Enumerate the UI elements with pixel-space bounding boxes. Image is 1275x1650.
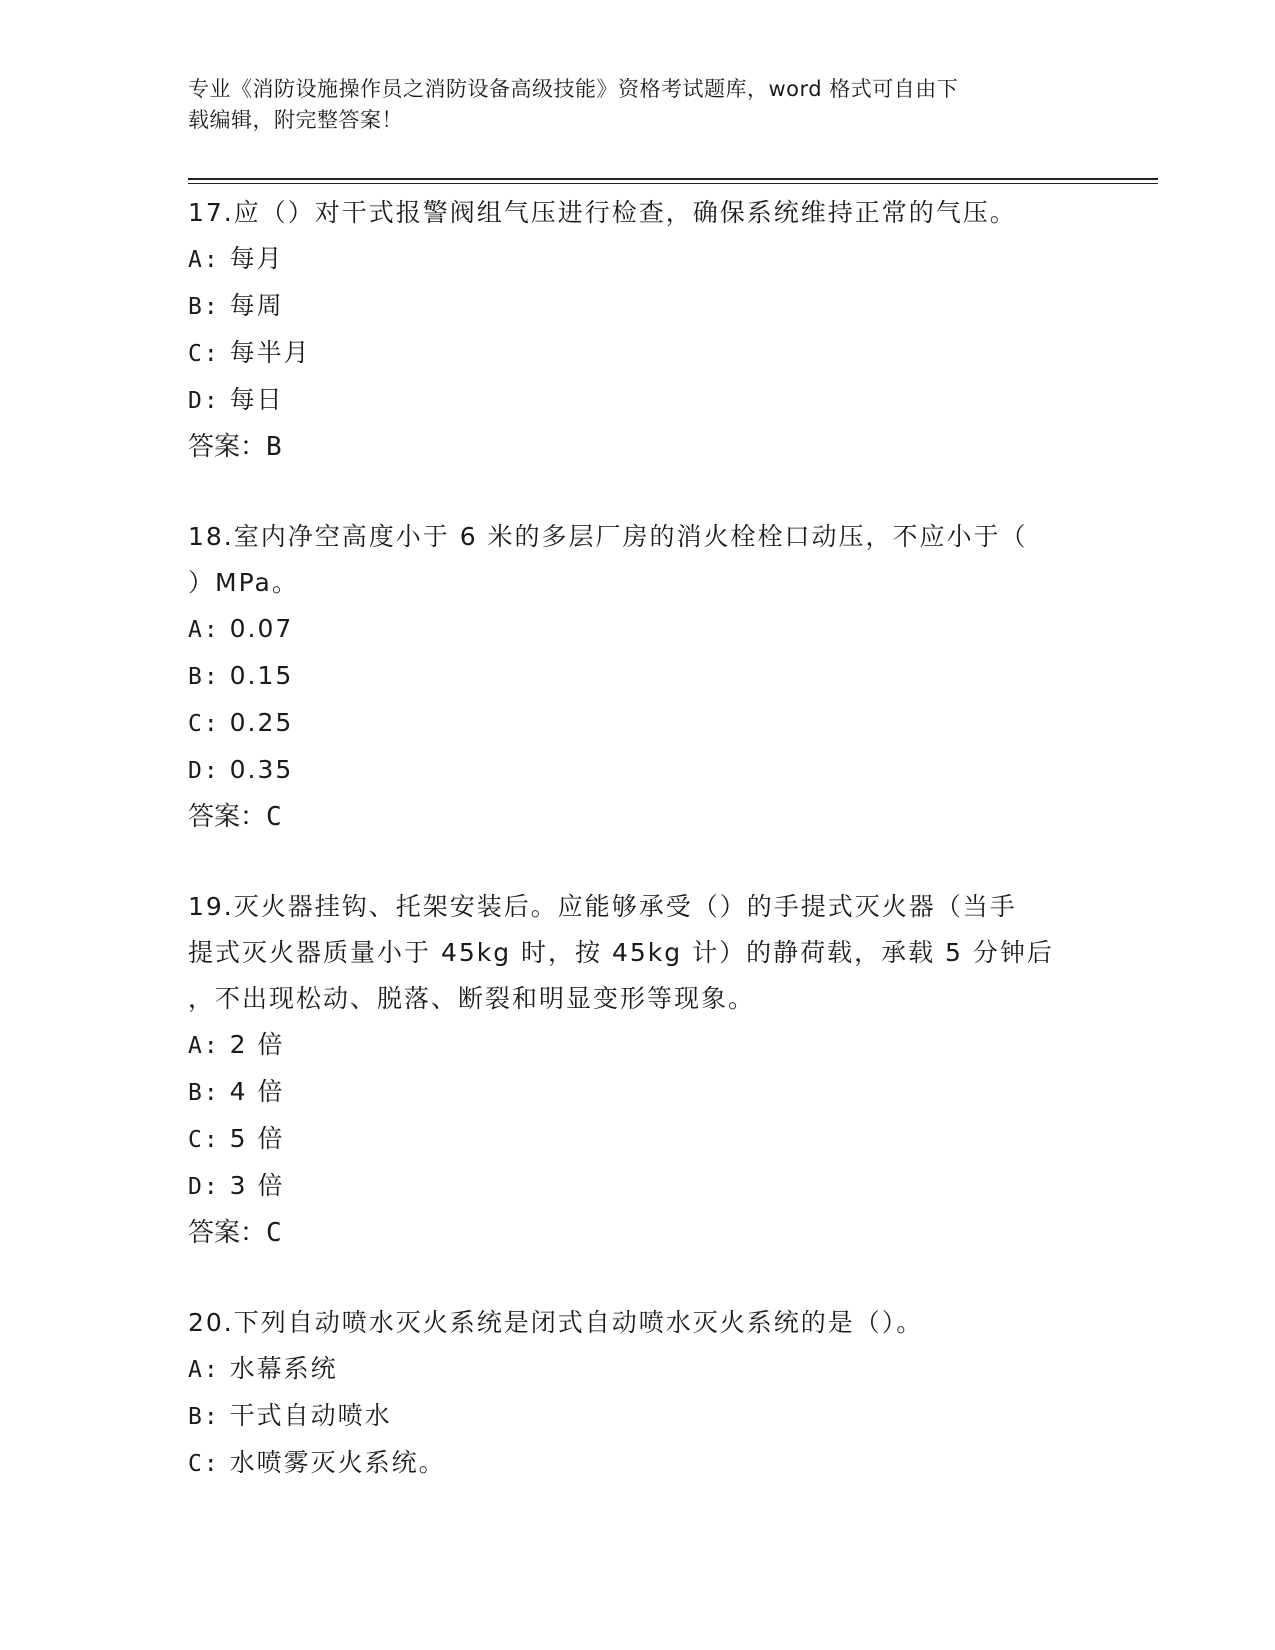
header-divider-thin [188, 183, 1158, 184]
question-stem-line: ）MPa。 [188, 568, 299, 597]
option-d [188, 377, 1088, 424]
answer-value: B [266, 432, 282, 462]
question-stem-line: 17.应（）对干式报警阀组气压进行检查，确保系统维持正常的气压。 [188, 198, 1017, 227]
option-a [188, 1346, 1088, 1393]
option-b [188, 283, 1088, 330]
answer-line [188, 424, 1088, 470]
option-d [188, 747, 1088, 794]
option-a [188, 606, 1088, 653]
option-text: 水喷雾灭火系统。 [229, 1448, 446, 1477]
question-17 [188, 190, 1088, 470]
question-list [188, 190, 1088, 1487]
option-text: 5 倍 [229, 1124, 285, 1153]
option-letter: A: [188, 1033, 220, 1059]
option-d [188, 1163, 1088, 1210]
option-text: 0.15 [229, 661, 294, 690]
option-text: 每日 [229, 385, 284, 414]
question-stem-line: 19.灭火器挂钩、托架安装后。应能够承受（）的手提式灭火器（当手 [188, 892, 1017, 921]
document-header [188, 74, 1068, 136]
option-c [188, 1440, 1088, 1487]
option-text: 每半月 [229, 338, 311, 367]
option-c [188, 330, 1088, 377]
option-a [188, 236, 1088, 283]
option-text: 干式自动喷水 [229, 1401, 392, 1430]
option-letter: A: [188, 617, 220, 643]
answer-value: C [266, 1218, 282, 1248]
option-text: 每月 [229, 244, 284, 273]
option-letter: C: [188, 711, 220, 737]
question-19 [188, 884, 1088, 1256]
option-letter: C: [188, 1127, 220, 1153]
option-letter: C: [188, 341, 220, 367]
option-c [188, 1116, 1088, 1163]
option-text: 水幕系统 [229, 1354, 338, 1383]
question-stem-line: ，不出现松动、脱落、断裂和明显变形等现象。 [188, 984, 756, 1013]
option-text: 3 倍 [229, 1171, 285, 1200]
option-letter: A: [188, 1357, 220, 1383]
question-18 [188, 514, 1088, 840]
answer-label: 答案： [188, 1218, 267, 1248]
option-b [188, 653, 1088, 700]
option-text: 0.07 [229, 614, 294, 643]
answer-value: C [266, 802, 282, 832]
header-line-2: 载编辑，附完整答案！ [188, 108, 403, 132]
answer-label: 答案： [188, 432, 267, 462]
option-letter: B: [188, 1080, 220, 1106]
option-a [188, 1022, 1088, 1069]
header-line-1: 专业《消防设施操作员之消防设备高级技能》资格考试题库，word 格式可自由下 [188, 77, 959, 101]
option-b [188, 1069, 1088, 1116]
question-stem-line: 提式灭火器质量小于 45kg 时，按 45kg 计）的静荷载，承载 5 分钟后 [188, 938, 1054, 967]
option-text: 0.25 [229, 708, 294, 737]
option-b [188, 1393, 1088, 1440]
answer-line [188, 794, 1088, 840]
option-letter: B: [188, 294, 220, 320]
option-text: 0.35 [229, 755, 294, 784]
option-text: 2 倍 [229, 1030, 285, 1059]
question-20 [188, 1300, 1088, 1487]
option-text: 每周 [229, 291, 284, 320]
option-letter: D: [188, 758, 220, 784]
answer-line [188, 1210, 1088, 1256]
answer-label: 答案： [188, 802, 267, 832]
option-letter: B: [188, 1404, 220, 1430]
question-stem-line: 20.下列自动喷水灭火系统是闭式自动喷水灭火系统的是（）。 [188, 1308, 924, 1337]
option-letter: D: [188, 1174, 220, 1200]
option-letter: D: [188, 388, 220, 414]
header-divider-thick [188, 178, 1158, 180]
question-stem-line: 18.室内净空高度小于 6 米的多层厂房的消火栓栓口动压，不应小于（ [188, 522, 1028, 551]
option-text: 4 倍 [229, 1077, 285, 1106]
option-c [188, 700, 1088, 747]
option-letter: C: [188, 1451, 220, 1477]
option-letter: A: [188, 247, 220, 273]
option-letter: B: [188, 664, 220, 690]
